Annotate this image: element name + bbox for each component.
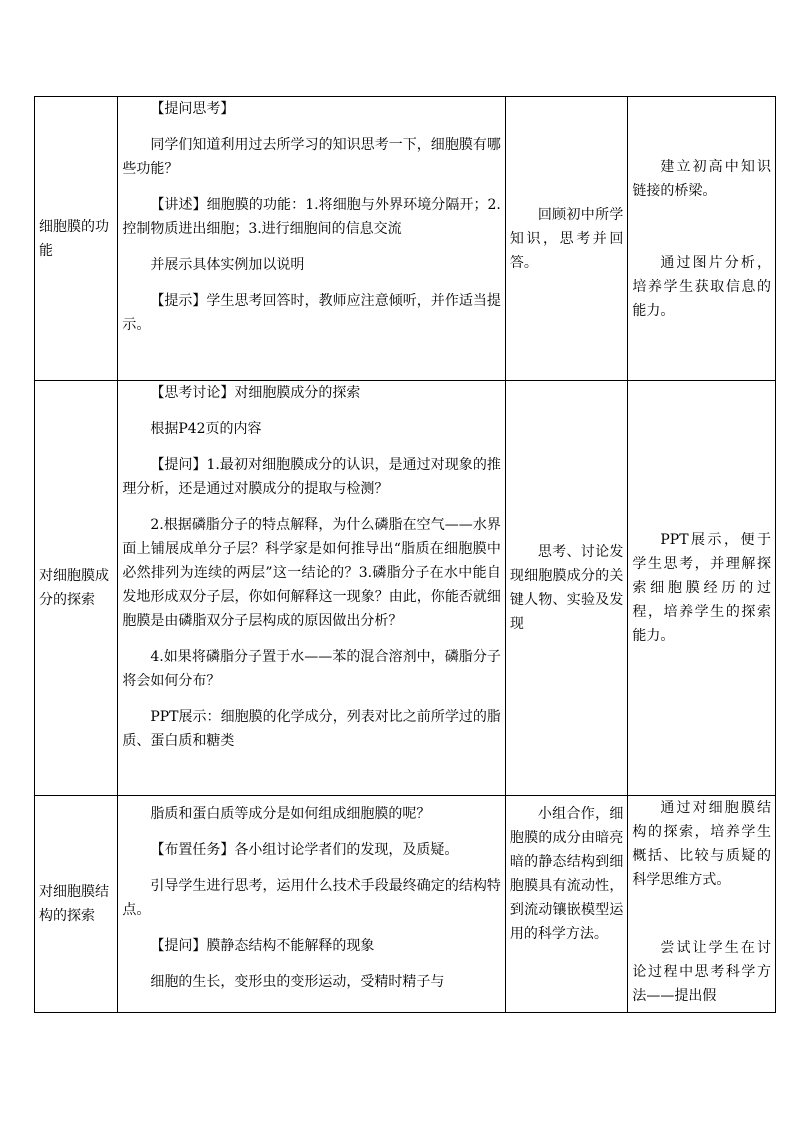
table-row	[35, 381, 776, 796]
content-paragraph: 【提问】膜静态结构不能解释的现象	[150, 938, 375, 954]
content-paragraph: 【提示】学生思考回答时，教师应注意倾听，并作适当提示。	[122, 293, 501, 333]
topic-text: 对细胞膜成分的探索	[39, 568, 109, 608]
student-activity-cell	[505, 97, 627, 381]
student-activity-cell	[505, 381, 627, 796]
content-paragraph: 【提问】1.最初对细胞膜成分的认识，是通过对现象的推理分析，还是通过对膜成分的提取与检测？	[122, 457, 501, 497]
design-intent-text: PPT展示，便于学生思考，并理解探索细胞膜经历的过程，培养学生的探索能力。	[632, 532, 771, 644]
content-paragraph: 并展示具体实例加以说明	[150, 257, 305, 273]
content-paragraph: 【讲述】细胞膜的功能：1.将细胞与外界环境分隔开；2.控制物质进出细胞；3.进行细胞间的信息交流	[122, 197, 501, 237]
topic-text: 细胞膜的功能	[39, 218, 109, 259]
design-intent-text: 通过对细胞膜结构的探索，培养学生概括、比较与质疑的科学思维方式。	[632, 800, 771, 888]
student-activity-text: 思考、讨论发现细胞膜成分的关键人物、实验及发现	[509, 544, 624, 632]
topic-cell	[35, 97, 118, 381]
content-paragraph: PPT展示：细胞膜的化学成分，列表对比之前所学过的脂质、蛋白质和糖类	[122, 709, 501, 749]
lesson-plan-table	[34, 96, 776, 1013]
design-intent-text: 通过图片分析，培养学生获取信息的能力。	[632, 254, 771, 319]
content-paragraph: 脂质和蛋白质等成分是如何组成细胞膜的呢？	[150, 806, 431, 822]
design-intent-cell	[628, 97, 776, 381]
content-paragraph: 引导学生进行思考，运用什么技术手段最终确定的结构特点。	[122, 878, 501, 918]
content-paragraph: 2.根据磷脂分子的特点解释，为什么磷脂在空气——水界面上铺展成单分子层？科学家是如何推导出“脂质在细胞膜中必然排列为连续的两层”这一结论的？3.磷脂分子在水中能自发地形成双分子层，你如何解释这一现象？由此，你能否就细胞膜是由磷脂双分子层构成的原因做出分析？	[122, 517, 501, 629]
content-paragraph: 4.如果将磷脂分子置于水——苯的混合溶剂中，磷脂分子将会如何分布？	[122, 649, 501, 689]
student-activity-cell	[505, 796, 627, 1013]
design-intent-text: 尝试让学生在讨论过程中思考科学方法——提出假	[632, 940, 771, 1004]
content-paragraph: 同学们知道利用过去所学习的知识思考一下，细胞膜有哪些功能？	[122, 137, 501, 177]
content-paragraph: 【思考讨论】对细胞膜成分的探索	[150, 385, 361, 401]
table-row	[35, 97, 776, 381]
student-activity-text: 小组合作，细胞膜的成分由暗亮暗的静态结构到细胞膜具有流动性，到流动镶嵌模型运用的科学方法。	[509, 806, 624, 942]
content-paragraph: 细胞的生长，变形虫的变形运动，受精时精子与	[150, 974, 445, 990]
content-paragraph: 【提问思考】	[150, 101, 235, 117]
content-paragraph: 根据P42页的内容	[150, 421, 262, 437]
content-cell	[118, 97, 506, 381]
topic-text: 对细胞膜结构的探索	[39, 884, 109, 924]
design-intent-text: 建立初高中知识链接的桥梁。	[632, 158, 771, 199]
student-activity-text: 回顾初中所学知识，思考并回答。	[509, 206, 624, 271]
design-intent-cell	[628, 381, 776, 796]
content-cell	[118, 796, 506, 1013]
topic-cell	[35, 796, 118, 1013]
topic-cell	[35, 381, 118, 796]
content-cell	[118, 381, 506, 796]
content-paragraph: 【布置任务】各小组讨论学者们的发现，及质疑。	[150, 842, 459, 858]
table-row	[35, 796, 776, 1013]
design-intent-cell	[628, 796, 776, 1013]
